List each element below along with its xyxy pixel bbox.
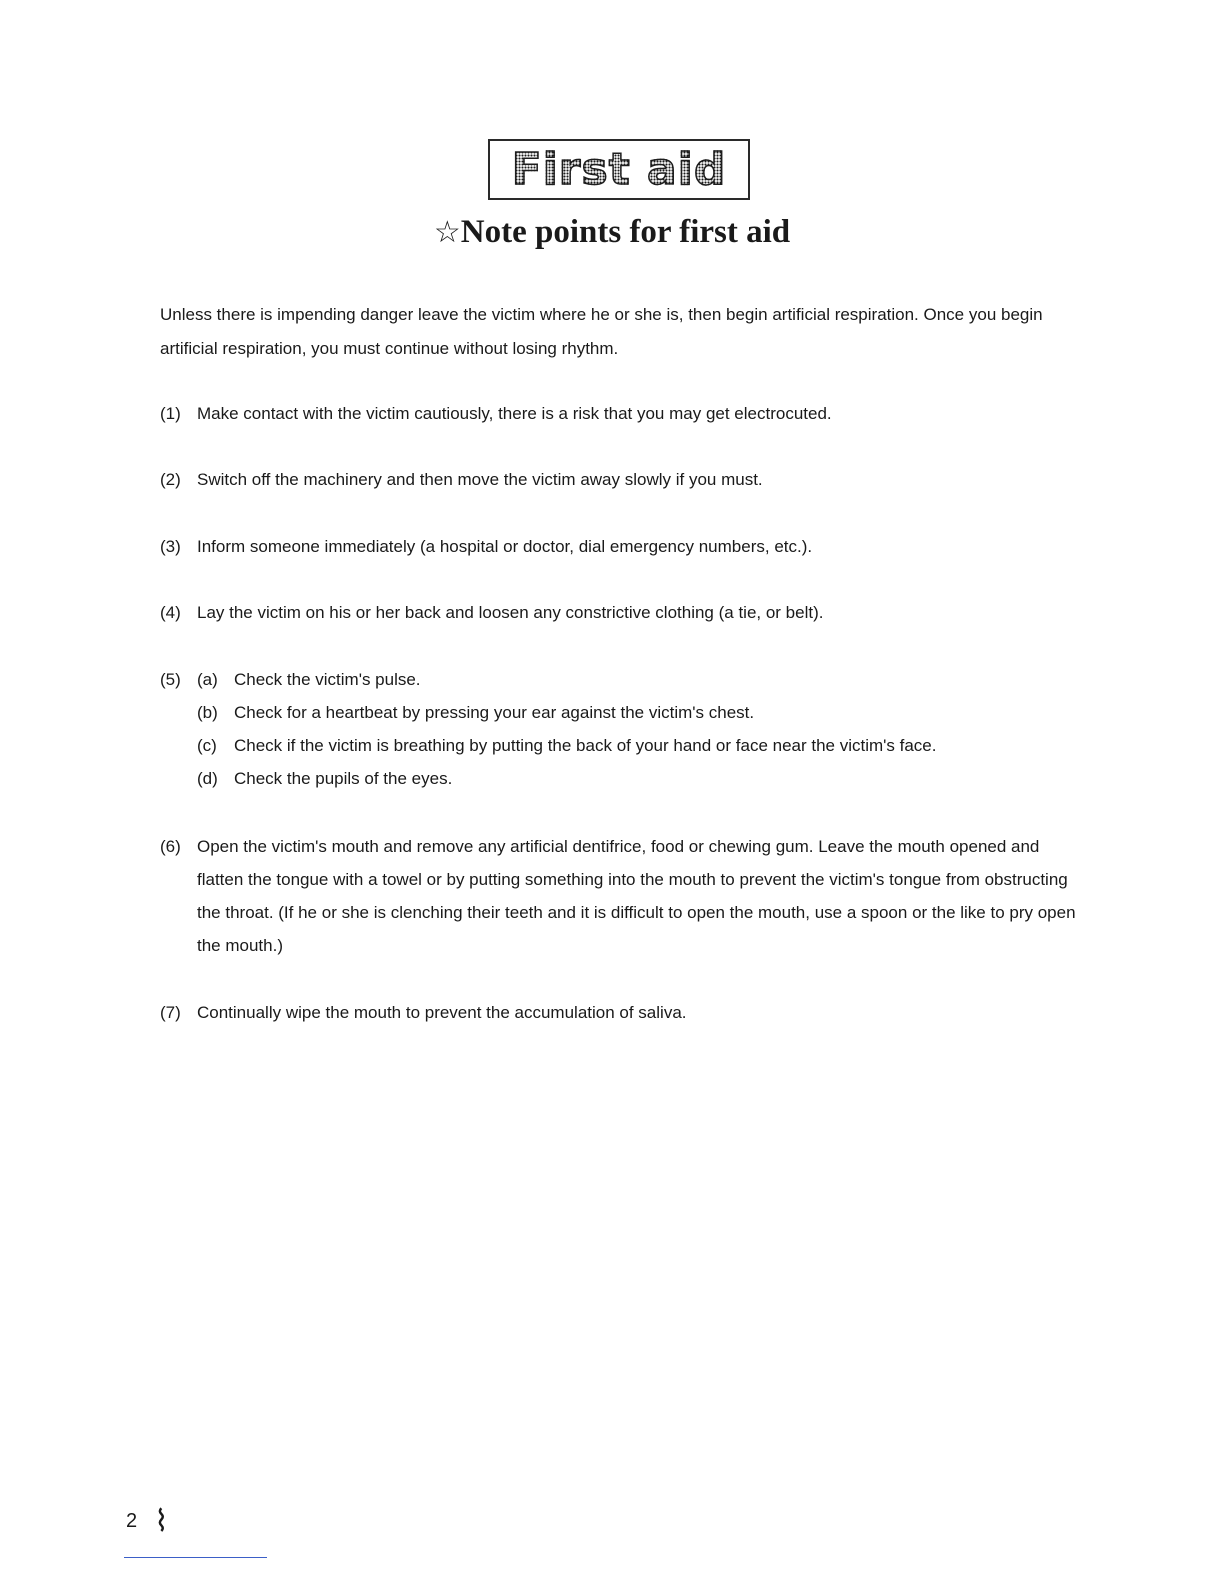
sub-item-text: Check if the victim is breathing by putting the back of your hand or face near the victim's face. (234, 736, 937, 755)
item-text: Lay the victim on his or her back and loosen any constrictive clothing (a tie, or belt). (197, 603, 824, 622)
item-text: Inform someone immediately (a hospital or doctor, dial emergency numbers, etc.). (197, 537, 813, 556)
item-number: (7) (160, 1003, 181, 1022)
sub-item (197, 762, 1077, 795)
sub-item-text: Check the pupils of the eyes. (234, 769, 453, 788)
item-text: Open the victim's mouth and remove any artificial dentifrice, food or chewing gum. Leave the mouth opened and flatten the tongue with a towel or by putting something into the mouth to prevent the victim's tongue from obstructing the throat. (If he or she is clenching their teeth and it is difficult to open the mouth, use a spoon or the like to pry open the mouth.) (197, 837, 1076, 955)
sub-item-letter: (c) (197, 736, 217, 755)
sub-item (197, 729, 1077, 762)
item-number: (2) (160, 470, 181, 489)
section-heading-text: Note points for first aid (460, 214, 791, 250)
sub-item-text: Check for a heartbeat by pressing your ear against the victim's chest. (234, 703, 755, 722)
intro-paragraph: Unless there is impending danger leave the victim where he or she is, then begin artificial respiration. Once you begin artificial respiration, you must continue without losing rhythm. (160, 305, 1043, 358)
footer-rule (124, 1557, 267, 1558)
section-heading (0, 214, 1224, 251)
item-number: (5) (160, 670, 181, 689)
sub-item (197, 696, 1077, 729)
sub-item (197, 663, 1077, 696)
item-number: (1) (160, 404, 181, 423)
item-number: (6) (160, 837, 181, 856)
item-text: Continually wipe the mouth to prevent the accumulation of saliva. (197, 1003, 687, 1022)
page-bracket-icon: ⌇ (154, 1504, 169, 1539)
sub-item-text: Check the victim's pulse. (234, 670, 421, 689)
item-text: Make contact with the victim cautiously, there is a risk that you may get electrocuted. (197, 404, 832, 423)
sub-list (197, 663, 1077, 795)
page-title: First aid (511, 143, 727, 195)
item-text: Switch off the machinery and then move the victim away slowly if you must. (197, 470, 763, 489)
title-box (488, 139, 750, 200)
item-number: (4) (160, 603, 181, 622)
page-number: 2 (126, 1510, 138, 1532)
star-icon: ☆ (433, 216, 461, 249)
sub-item-letter: (b) (197, 703, 218, 722)
sub-item-letter: (a) (197, 670, 218, 689)
item-number: (3) (160, 537, 181, 556)
sub-item-letter: (d) (197, 769, 218, 788)
